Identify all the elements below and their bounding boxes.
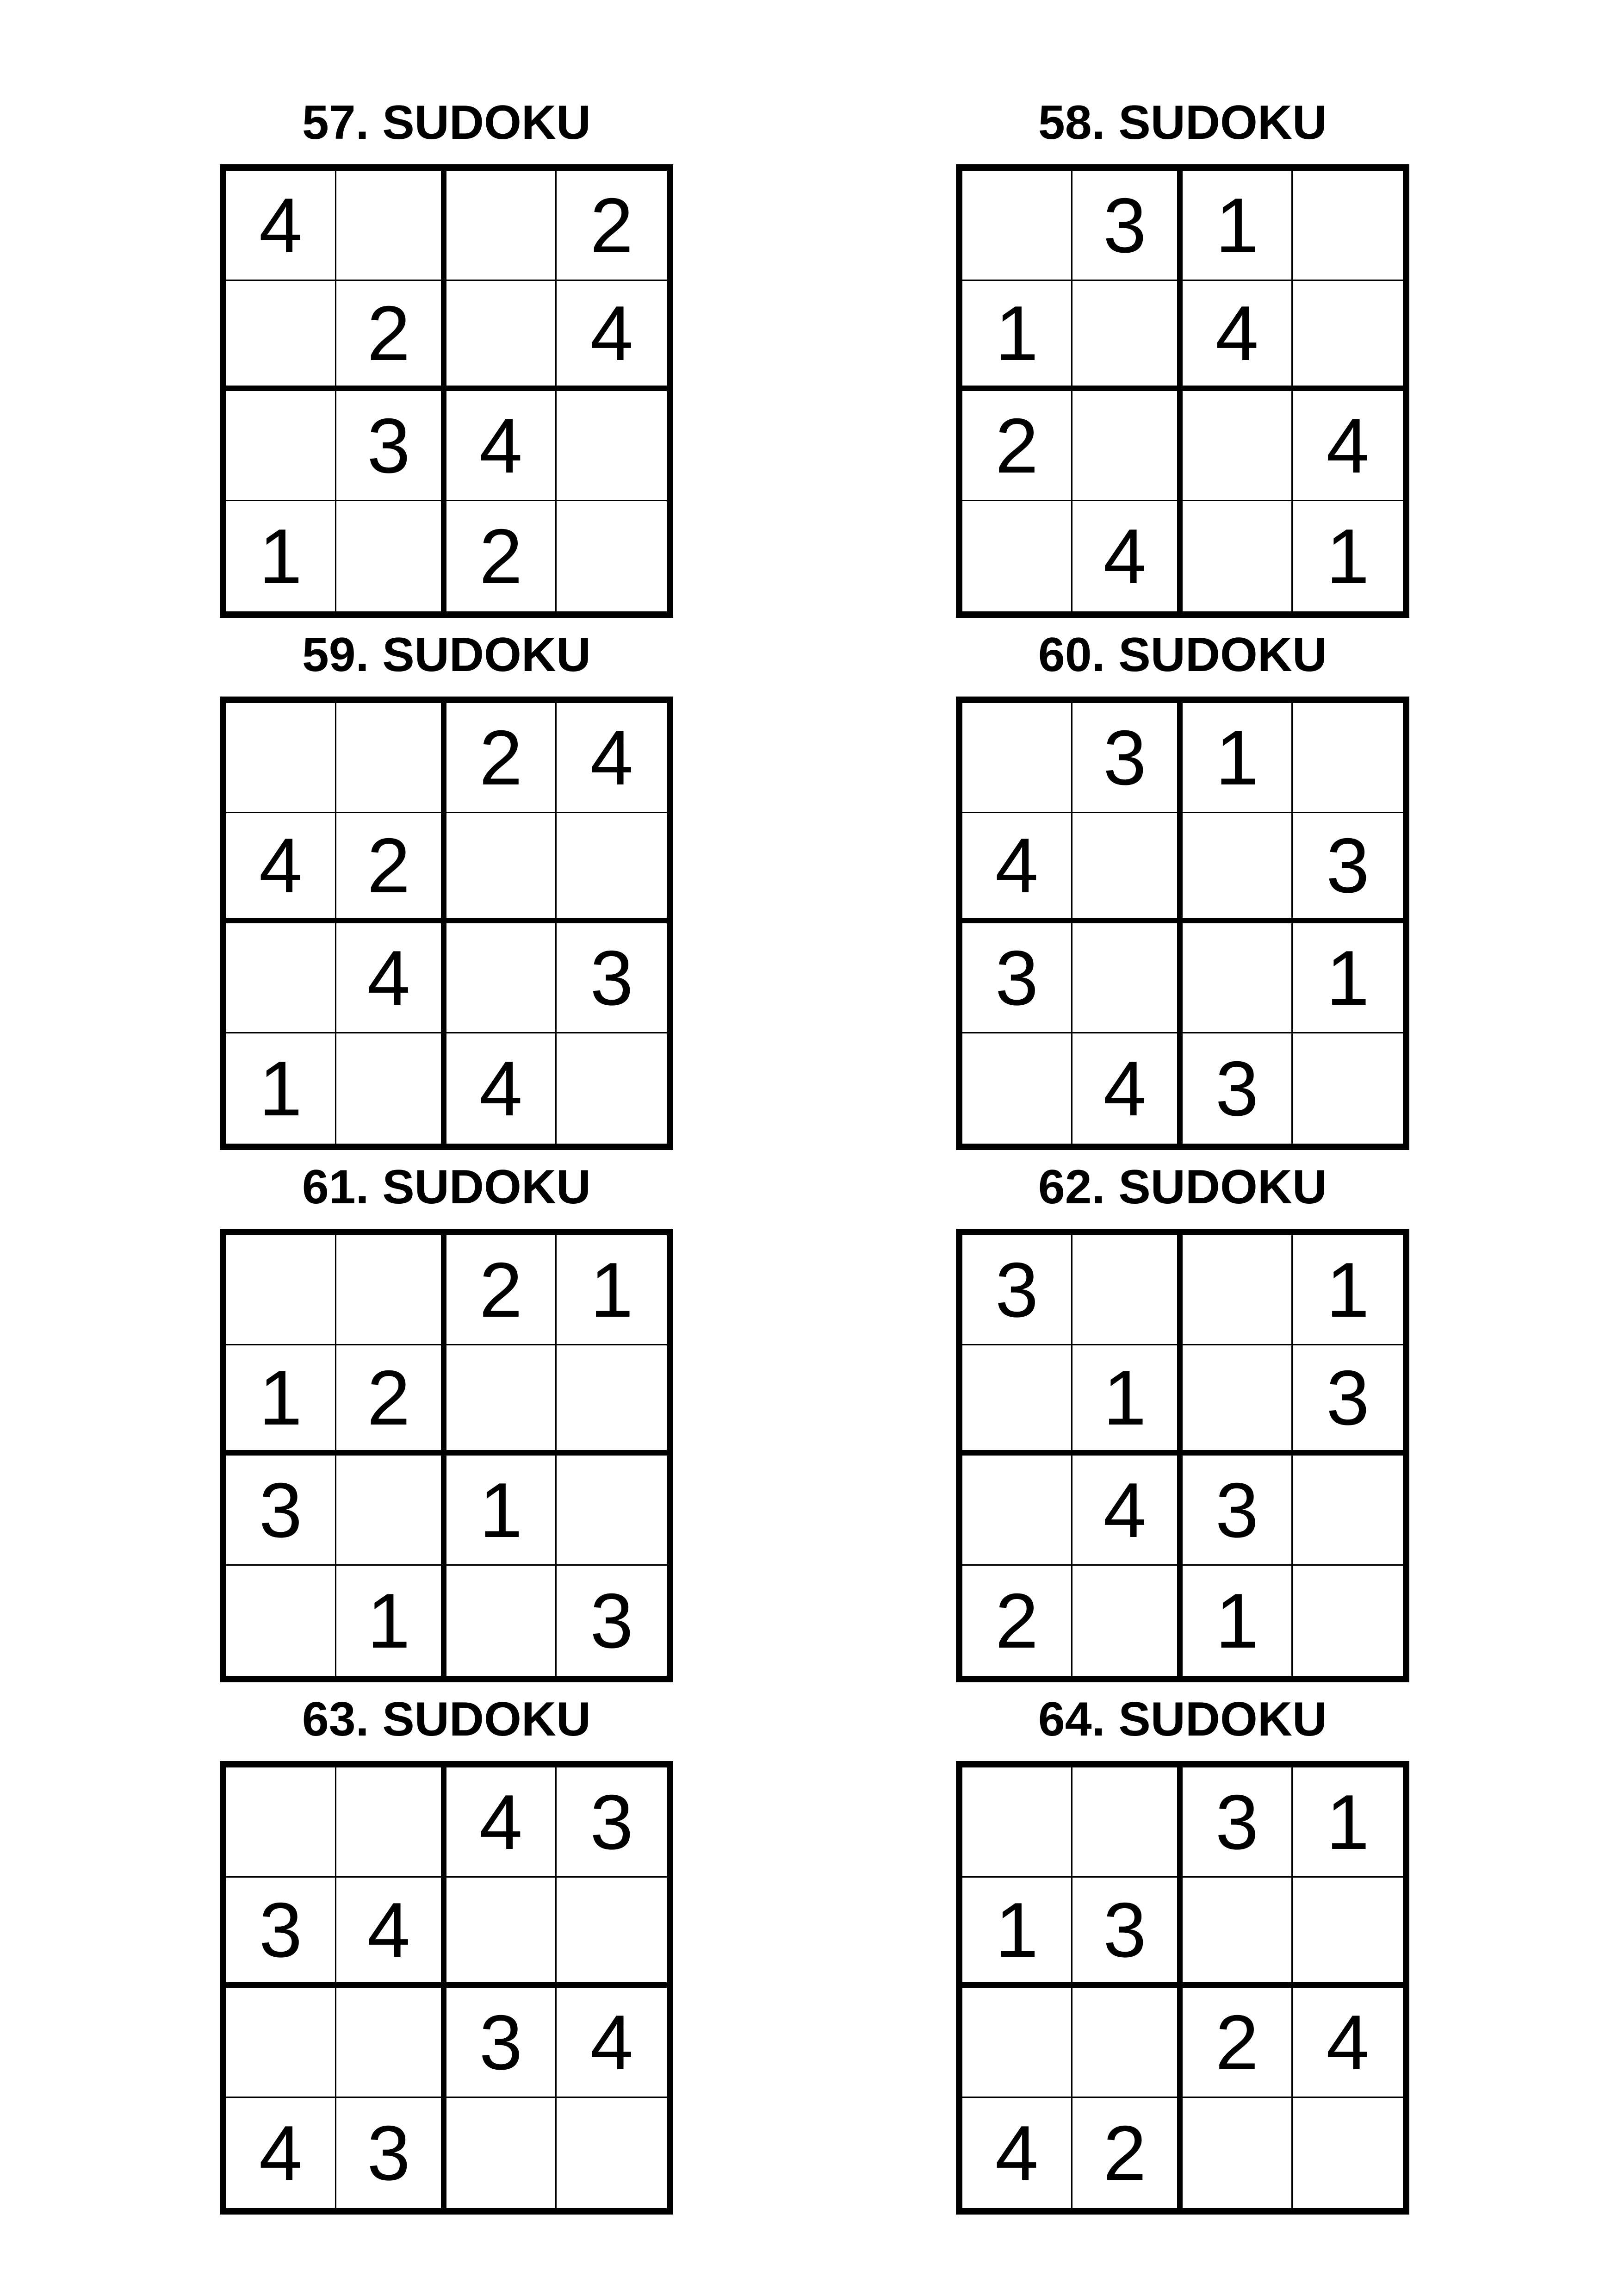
sudoku-cell	[226, 703, 336, 813]
sudoku-cell: 1	[1293, 1767, 1403, 1878]
sudoku-cell: 2	[336, 813, 446, 923]
sudoku-cell: 3	[1072, 171, 1183, 281]
sudoku-cell	[1183, 2098, 1293, 2208]
sudoku-cell	[1072, 1767, 1183, 1878]
sudoku-cell	[1183, 923, 1293, 1033]
sudoku-cell	[446, 1878, 557, 1988]
sudoku-cell: 1	[962, 1878, 1072, 1988]
sudoku-cell: 4	[446, 1033, 557, 1144]
sudoku-cell	[962, 1456, 1072, 1566]
sudoku-cell	[1293, 703, 1403, 813]
sudoku-grid	[220, 1761, 673, 2215]
puzzle-title: 63. SUDOKU	[302, 1692, 591, 1746]
sudoku-cell: 1	[1183, 1566, 1293, 1676]
sudoku-cell	[336, 171, 446, 281]
sudoku-cell: 3	[336, 2098, 446, 2208]
sudoku-cell	[1183, 1345, 1293, 1456]
sudoku-cell: 1	[1072, 1345, 1183, 1456]
sudoku-cell	[557, 1345, 667, 1456]
sudoku-cell	[962, 703, 1072, 813]
sudoku-cell	[1293, 2098, 1403, 2208]
sudoku-cell	[336, 1767, 446, 1878]
sudoku-cell	[1293, 171, 1403, 281]
sudoku-cell: 1	[1293, 923, 1403, 1033]
sudoku-cell: 1	[1183, 703, 1293, 813]
sudoku-cell	[226, 1566, 336, 1676]
puzzle-title: 60. SUDOKU	[1038, 628, 1327, 682]
sudoku-grid	[220, 697, 673, 1150]
puzzle-title: 64. SUDOKU	[1038, 1692, 1327, 1746]
sudoku-cell: 1	[557, 1235, 667, 1345]
sudoku-cell: 1	[226, 1345, 336, 1456]
sudoku-cell: 4	[446, 1767, 557, 1878]
sudoku-cell: 2	[962, 1566, 1072, 1676]
sudoku-cell: 2	[336, 281, 446, 391]
sudoku-cell	[336, 1033, 446, 1144]
sudoku-cell: 4	[557, 1988, 667, 2098]
sudoku-cell: 4	[1293, 1988, 1403, 2098]
sudoku-cell	[446, 2098, 557, 2208]
sudoku-cell: 1	[336, 1566, 446, 1676]
sudoku-cell	[336, 501, 446, 611]
sudoku-cell: 2	[962, 391, 1072, 501]
sudoku-cell	[1293, 1878, 1403, 1988]
sudoku-cell	[1072, 281, 1183, 391]
sudoku-cell	[1293, 1456, 1403, 1566]
sudoku-cell	[336, 1988, 446, 2098]
sudoku-cell	[336, 703, 446, 813]
sudoku-cell: 1	[962, 281, 1072, 391]
sudoku-cell: 1	[1293, 1235, 1403, 1345]
sudoku-cell: 4	[1072, 501, 1183, 611]
sudoku-cell	[446, 923, 557, 1033]
sudoku-cell: 4	[446, 391, 557, 501]
sudoku-cell	[226, 1235, 336, 1345]
sudoku-cell	[962, 1767, 1072, 1878]
sudoku-cell	[1183, 1878, 1293, 1988]
sudoku-cell: 3	[1183, 1456, 1293, 1566]
sudoku-cell: 2	[1072, 2098, 1183, 2208]
sudoku-cell: 3	[1072, 703, 1183, 813]
sudoku-cell	[1072, 813, 1183, 923]
sudoku-cell: 2	[1183, 1988, 1293, 2098]
sudoku-cell	[1293, 1033, 1403, 1144]
sudoku-cell: 1	[1326, 513, 1370, 600]
sudoku-cell: 4	[1072, 1033, 1183, 1144]
sudoku-cell: 1	[446, 1456, 557, 1566]
sudoku-grid	[956, 697, 1409, 1150]
sudoku-cell: 3	[557, 1767, 667, 1878]
sudoku-cell	[446, 281, 557, 391]
sudoku-cell: 4	[336, 1878, 446, 1988]
sudoku-cell: 4	[336, 923, 446, 1033]
sudoku-cell: 4	[962, 2098, 1072, 2208]
sudoku-cell: 4	[1183, 281, 1293, 391]
sudoku-cell	[336, 1456, 446, 1566]
sudoku-cell	[557, 813, 667, 923]
sudoku-cell	[557, 1878, 667, 1988]
sudoku-cell	[1183, 391, 1293, 501]
sudoku-cell: 2	[446, 1235, 557, 1345]
sudoku-cell	[336, 1235, 446, 1345]
sudoku-cell: 2	[557, 171, 667, 281]
sudoku-cell	[1072, 1988, 1183, 2098]
puzzle-title: 59. SUDOKU	[302, 628, 591, 682]
sudoku-cell: 3	[590, 1577, 633, 1664]
sudoku-cell	[557, 501, 667, 611]
sudoku-cell: 2	[446, 501, 557, 611]
sudoku-grid	[220, 1229, 673, 1682]
sudoku-cell: 4	[226, 171, 336, 281]
sudoku-cell: 3	[557, 923, 667, 1033]
sudoku-cell: 1	[226, 1033, 336, 1144]
sudoku-cell: 3	[1072, 1878, 1183, 1988]
sudoku-cell	[1072, 923, 1183, 1033]
puzzle-title: 57. SUDOKU	[302, 96, 591, 149]
sudoku-cell	[962, 1345, 1072, 1456]
sudoku-cell: 4	[557, 703, 667, 813]
sudoku-cell	[557, 1456, 667, 1566]
sudoku-cell	[1072, 1566, 1183, 1676]
sudoku-cell	[962, 501, 1072, 611]
sudoku-cell: 1	[1183, 171, 1293, 281]
puzzle-title: 58. SUDOKU	[1038, 96, 1327, 149]
sudoku-cell: 1	[226, 501, 336, 611]
sudoku-cell	[1183, 813, 1293, 923]
sudoku-cell	[557, 391, 667, 501]
puzzle-title: 61. SUDOKU	[302, 1160, 591, 1214]
sudoku-cell	[226, 281, 336, 391]
sudoku-grid	[956, 1761, 1409, 2215]
sudoku-cell	[1183, 1235, 1293, 1345]
sudoku-cell: 4	[962, 813, 1072, 923]
puzzle-title: 62. SUDOKU	[1038, 1160, 1327, 1214]
sudoku-cell: 4	[226, 2098, 336, 2208]
sudoku-cell	[226, 1988, 336, 2098]
sudoku-cell: 3	[336, 391, 446, 501]
sudoku-cell: 4	[1293, 391, 1403, 501]
sudoku-cell	[1183, 501, 1293, 611]
sudoku-cell	[446, 1345, 557, 1456]
sudoku-cell: 2	[446, 703, 557, 813]
sudoku-cell: 3	[1293, 813, 1403, 923]
sudoku-cell	[1293, 281, 1403, 391]
sudoku-cell: 3	[1293, 1345, 1403, 1456]
sudoku-cell: 4	[557, 281, 667, 391]
sudoku-cell	[226, 391, 336, 501]
sudoku-cell	[226, 923, 336, 1033]
sudoku-cell: 4	[226, 813, 336, 923]
sudoku-cell	[1293, 1566, 1403, 1676]
sudoku-cell	[446, 813, 557, 923]
sudoku-cell	[446, 1566, 557, 1676]
sudoku-cell	[962, 171, 1072, 281]
sudoku-cell: 3	[962, 923, 1072, 1033]
sudoku-cell	[226, 1767, 336, 1878]
sudoku-cell: 3	[226, 1456, 336, 1566]
sudoku-cell: 3	[962, 1235, 1072, 1345]
sudoku-grid	[220, 164, 673, 618]
sudoku-cell: 3	[446, 1988, 557, 2098]
sudoku-grid	[956, 164, 1409, 618]
sudoku-cell	[962, 1033, 1072, 1144]
sudoku-grid	[956, 1229, 1409, 1682]
sudoku-cell	[446, 171, 557, 281]
sudoku-cell: 2	[336, 1345, 446, 1456]
sudoku-cell: 3	[226, 1878, 336, 1988]
sudoku-cell	[1072, 391, 1183, 501]
sudoku-cell: 3	[1183, 1767, 1293, 1878]
sudoku-cell: 4	[1072, 1456, 1183, 1566]
sudoku-cell: 3	[1183, 1033, 1293, 1144]
sudoku-cell	[557, 1033, 667, 1144]
sudoku-cell	[962, 1988, 1072, 2098]
sudoku-cell	[557, 2098, 667, 2208]
sudoku-cell	[1072, 1235, 1183, 1345]
